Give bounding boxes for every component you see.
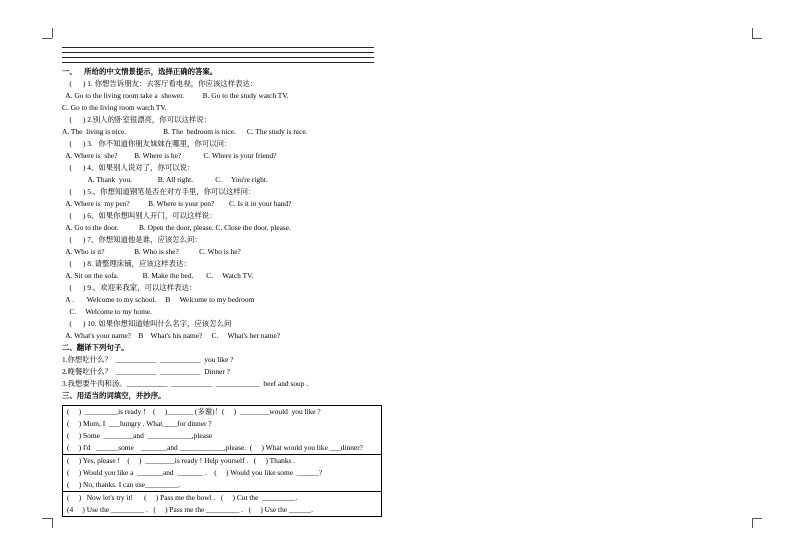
question-line: ( ) 4、如果别人说对了，你可以说： (62, 163, 195, 172)
question-line: ( ) 5.、你想知道钢笔是否在对方手里，你可以这样问： (62, 187, 256, 196)
header-rules (62, 47, 374, 67)
question-line: A. What's your name? B What's his name? C. What's her name? (62, 331, 281, 340)
table-line: ( ) Would you like a _______and _______ . ( ) Would you like some ______? (67, 468, 323, 477)
translation-line: 1.你想吃什么？ ___________ ___________ you like ? (62, 355, 234, 364)
question-line: ( ) 10. 如果你想知道她叫什么名字，应该怎么问 (62, 319, 232, 328)
question-line: ( ) 7、你想知道他是谁，应该怎么问： (62, 235, 202, 244)
table-line: ( ) Mum, I ___hungry . What____for dinner ? (67, 419, 212, 428)
table-line: ( ) _________is ready ! ( )_______ (多谢)！( ) ________would you like ? (67, 407, 321, 416)
table-row (63, 491, 381, 516)
translation-line: 2.晚餐吃什么？ ___________ ___________ Dinner ? (62, 367, 230, 376)
section-2-sentences (62, 354, 392, 390)
question-line: C. Welcome to my home. (62, 307, 152, 316)
question-line: A. The living is nice. B. The bedroom is nice. C. The study is nice. (62, 127, 308, 136)
table-line: ( ) Now let's try it! ( ) Pass me the bowl . ( ) Cut the _________. (67, 493, 298, 502)
question-line: ( ) 9.、欢迎来我家，可以这样表达： (62, 283, 197, 292)
question-line: A. Where is my pen? B. Where is your pen? C. Is it in your hand? (62, 199, 292, 208)
section-2-title: 二、翻译下列句子。 (62, 343, 129, 352)
section-1-questions (62, 78, 392, 342)
question-line: ( ) 2.别人的卧室很漂亮，你可以这样说： (62, 115, 212, 124)
question-line: A . Welcome to my school. B Welcome to my bedroom (62, 295, 255, 304)
question-line: C. Go to the living room watch TV. (62, 103, 167, 112)
table-line: ( ) I'd ______some _______and ____________,please. ( ) What would you like ___dinner? (67, 443, 363, 452)
table-line: ( ) No, thanks. I can use_________. (67, 480, 181, 489)
question-line: ( ) 1. 你想告诉朋友：去客厅看电视，你应该这样表达： (62, 79, 258, 88)
table-row (63, 454, 381, 491)
question-line: A. Go to the door. B. Open the door, please. C. Close the door, please. (62, 223, 291, 232)
question-line: A. Where is she? B. Where is he? C. Where is your friend? (62, 151, 277, 160)
table-row (63, 406, 381, 454)
question-line: ( ) 6、如果你想叫别人开门，可以这样说： (62, 211, 217, 220)
section-3-title: 三、用适当的词填空，并抄序。 (62, 391, 166, 400)
question-line: A. Thank you. B. All right. C. You're right. (62, 175, 268, 184)
question-line: A. Go to the living room take a shower. B. Go to the study watch TV. (62, 91, 289, 100)
table-line: ( ) Some ________and ____________,please (67, 431, 213, 440)
dialogue-table (62, 405, 382, 517)
question-line: ( ) 8. 请整理床铺，应该这样表达： (62, 259, 191, 268)
translation-line: 3.我想要牛肉和汤。___________ ___________ ____________ beef and soup . (62, 379, 309, 388)
question-line: ( ) 3. 你不知道你朋友妹妹在哪里，你可以问： (62, 139, 232, 148)
question-line: A. Sit on the sofa. B. Make the bed. C. Watch TV. (62, 271, 254, 280)
worksheet-content (62, 66, 392, 517)
section-1-title: 一、 所给的中文情景提示，选择正确的答案。 (62, 67, 218, 76)
table-line: ( ) Yes, please ! ( ) ________is ready ! Help yourself . ( ) Thanks . (67, 456, 296, 465)
question-line: A. Who is it? B. Who is she? C. Who is he? (62, 247, 241, 256)
table-line: (4 ) Use the _________ . ( ) Pass me the _________ . ( ) Use the ______. (67, 505, 313, 514)
